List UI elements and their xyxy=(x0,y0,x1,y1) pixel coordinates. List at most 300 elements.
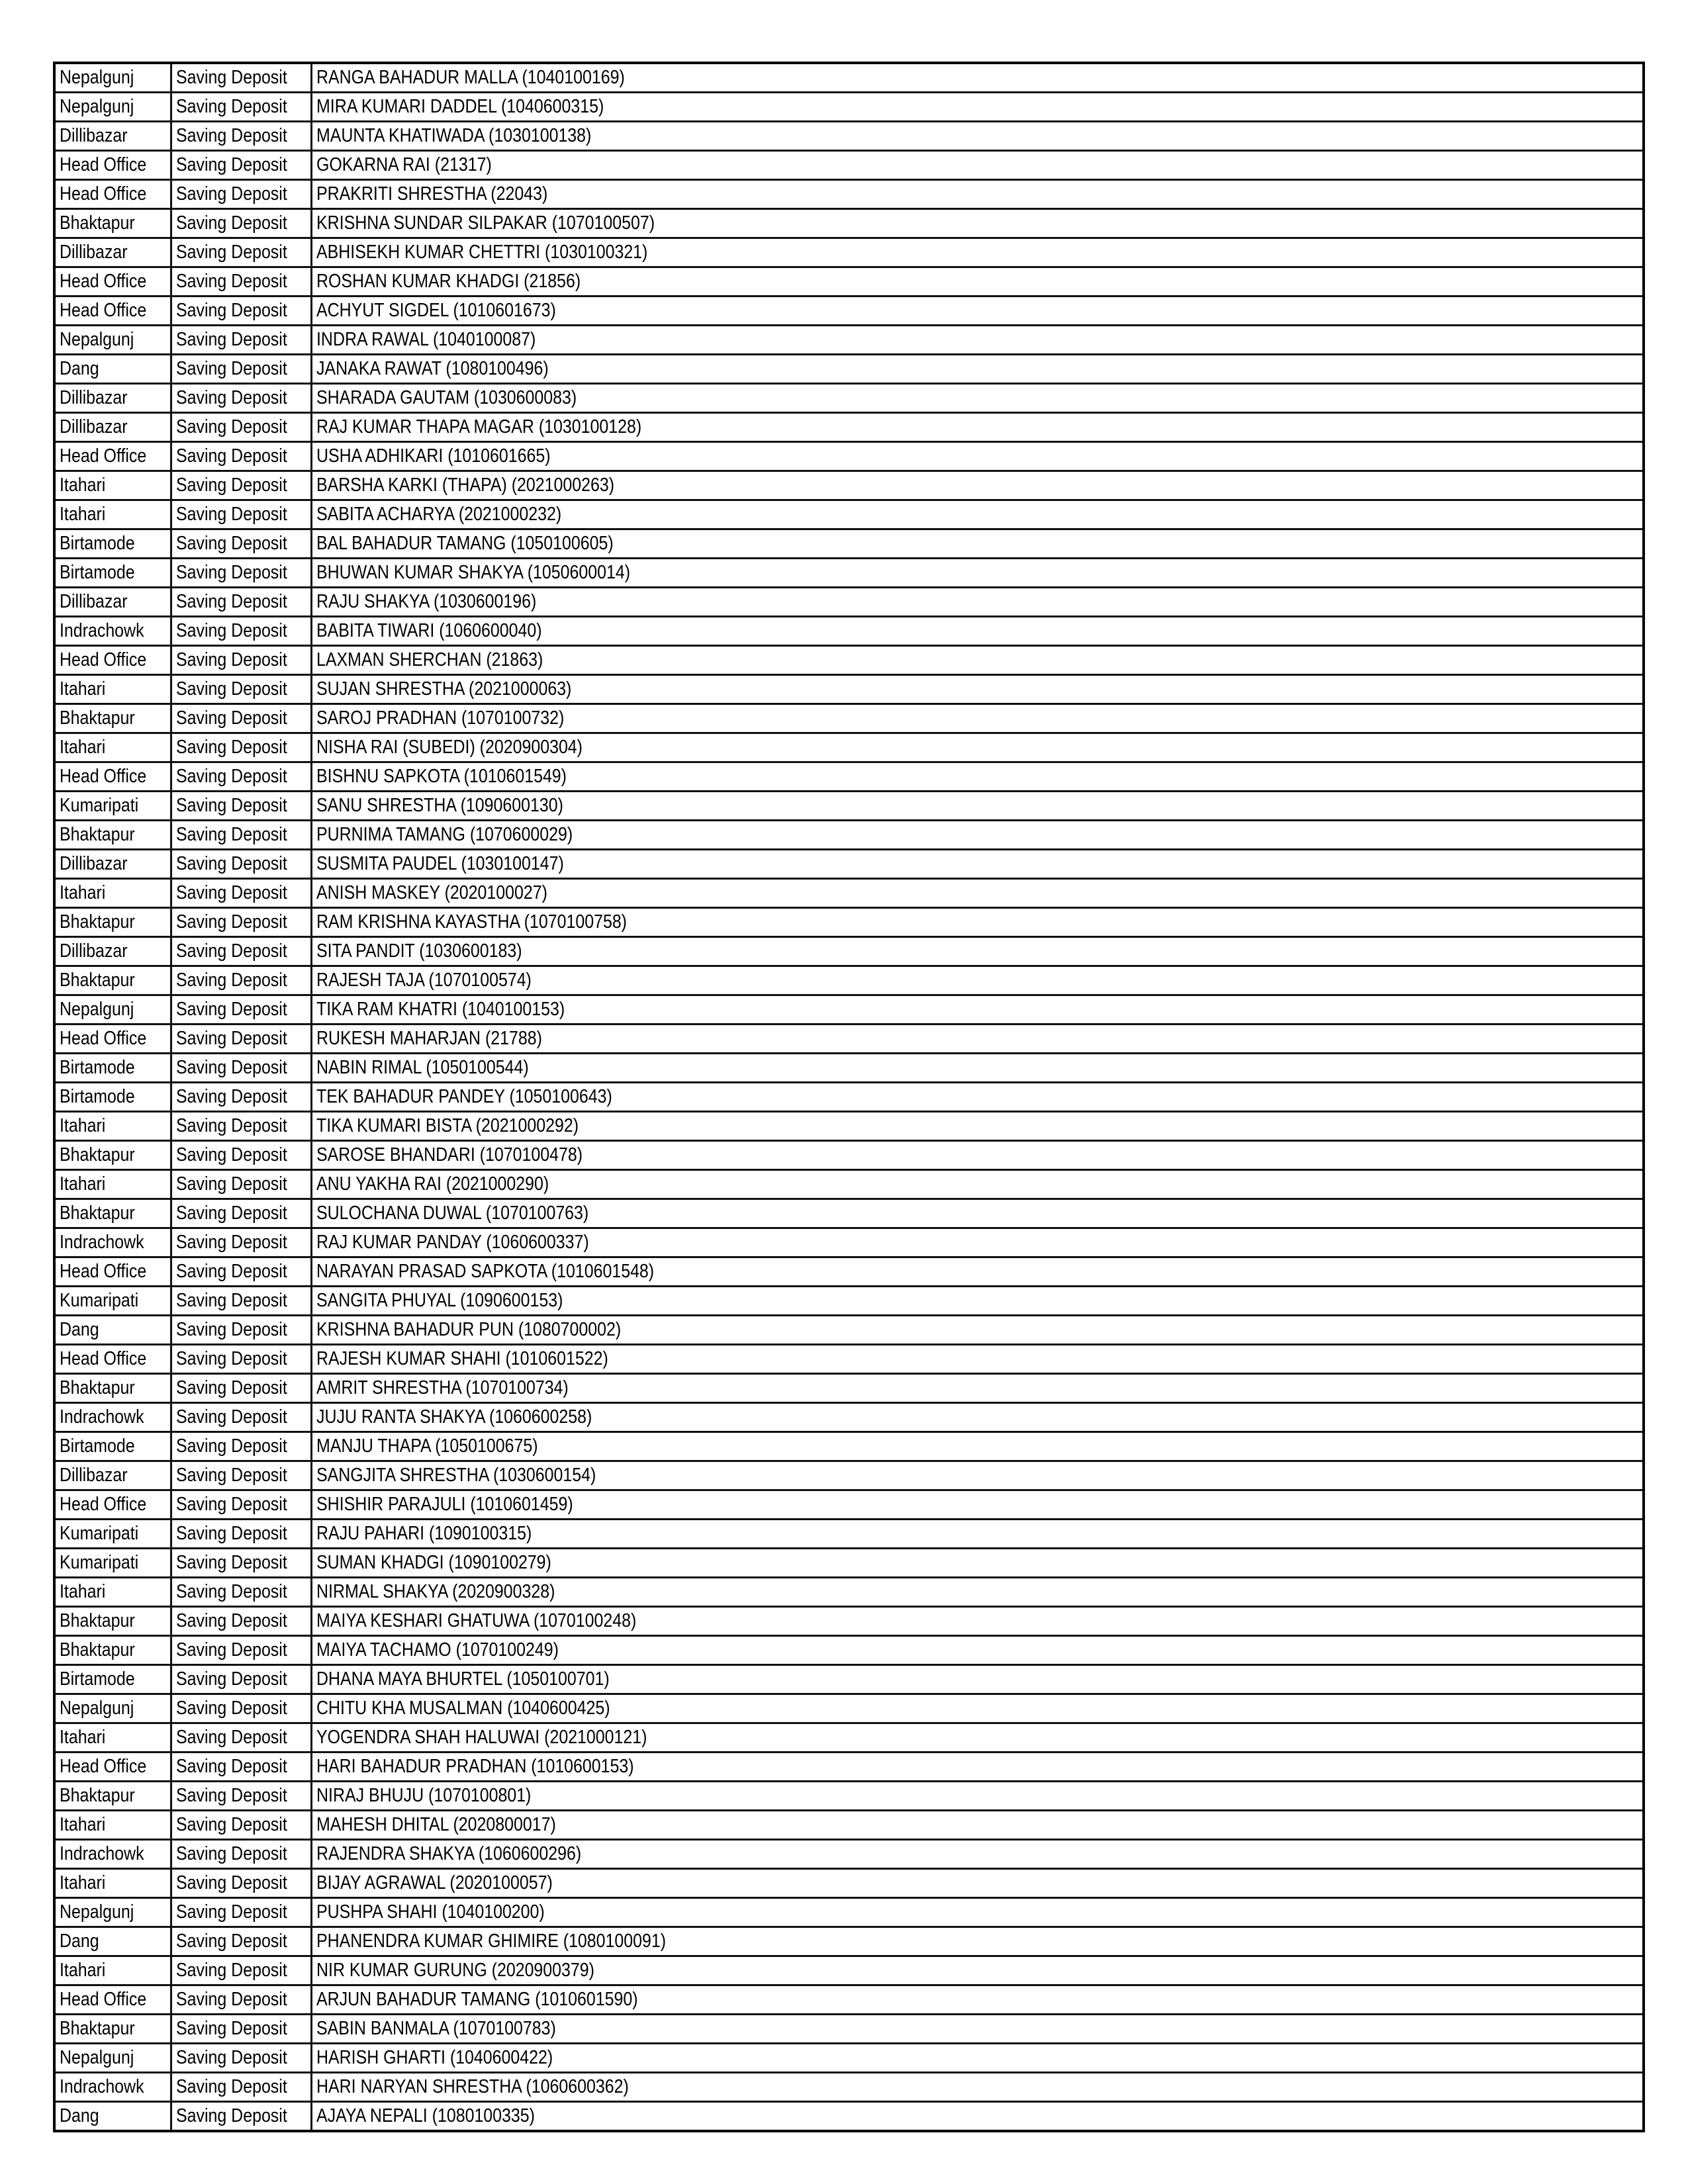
branch-cell xyxy=(54,617,171,646)
branch-text: Itahari xyxy=(60,1872,106,1893)
branch-cell xyxy=(54,879,171,908)
branch-cell xyxy=(54,646,171,675)
account-holder-text: BISHNU SAPKOTA (1010601549) xyxy=(316,766,567,787)
branch-text: Dang xyxy=(60,1319,99,1340)
branch-cell xyxy=(54,1112,171,1141)
table-row xyxy=(54,413,1644,442)
account-holder-cell xyxy=(311,821,1644,850)
table-row xyxy=(54,471,1644,500)
table-row xyxy=(54,1432,1644,1461)
branch-cell xyxy=(54,238,171,267)
table-row xyxy=(54,1665,1644,1694)
table-row xyxy=(54,1694,1644,1723)
account-holder-text: SUJAN SHRESTHA (2021000063) xyxy=(316,678,571,700)
account-type-cell xyxy=(171,1898,311,1927)
account-type-cell xyxy=(171,1199,311,1228)
account-holder-cell xyxy=(311,879,1644,908)
table-row xyxy=(54,1723,1644,1752)
account-type-text: Saving Deposit xyxy=(175,562,287,583)
account-holder-text: SAROJ PRADHAN (1070100732) xyxy=(316,707,564,729)
branch-text: Indrachowk xyxy=(60,1406,144,1428)
account-holder-cell xyxy=(311,792,1644,821)
branch-cell xyxy=(54,1549,171,1578)
branch-text: Bhaktapur xyxy=(60,1144,135,1165)
branch-cell xyxy=(54,1316,171,1345)
table-row xyxy=(54,2044,1644,2073)
account-holder-cell xyxy=(311,1345,1644,1374)
branch-cell xyxy=(54,733,171,762)
branch-text: Bhaktapur xyxy=(60,2018,135,2039)
branch-text: Head Office xyxy=(60,1261,147,1282)
account-holder-cell xyxy=(311,93,1644,122)
table-row xyxy=(54,1869,1644,1898)
branch-cell xyxy=(54,1287,171,1316)
account-type-cell xyxy=(171,1782,311,1811)
account-type-text: Saving Deposit xyxy=(175,416,287,437)
table-row xyxy=(54,1054,1644,1083)
branch-text: Indrachowk xyxy=(60,1232,144,1253)
account-type-cell xyxy=(171,2015,311,2044)
account-holder-cell xyxy=(311,1694,1644,1723)
account-type-text: Saving Deposit xyxy=(175,649,287,670)
account-holder-cell xyxy=(311,1578,1644,1607)
branch-cell xyxy=(54,180,171,209)
account-type-cell xyxy=(171,559,311,588)
branch-text: Itahari xyxy=(60,504,106,525)
account-holder-cell xyxy=(311,500,1644,529)
branch-text: Birtamode xyxy=(60,1057,135,1078)
account-holder-text: AMRIT SHRESTHA (1070100734) xyxy=(316,1377,569,1398)
account-type-cell xyxy=(171,1520,311,1549)
account-type-text: Saving Deposit xyxy=(175,766,287,787)
account-holder-cell xyxy=(311,1869,1644,1898)
account-type-cell xyxy=(171,1228,311,1257)
account-type-cell xyxy=(171,1490,311,1520)
table-row xyxy=(54,559,1644,588)
branch-text: Bhaktapur xyxy=(60,707,135,729)
branch-cell xyxy=(54,384,171,413)
account-holder-text: MAIYA KESHARI GHATUWA (1070100248) xyxy=(316,1610,636,1631)
account-type-text: Saving Deposit xyxy=(175,242,287,263)
account-type-text: Saving Deposit xyxy=(175,1348,287,1369)
account-type-cell xyxy=(171,646,311,675)
account-holder-cell xyxy=(311,209,1644,238)
account-holder-text: DHANA MAYA BHURTEL (1050100701) xyxy=(316,1668,610,1690)
account-holder-cell xyxy=(311,1461,1644,1490)
table-row xyxy=(54,122,1644,151)
account-holder-cell xyxy=(311,1141,1644,1170)
branch-text: Head Office xyxy=(60,1028,147,1049)
branch-text: Nepalgunj xyxy=(60,2047,134,2068)
account-holder-text: JUJU RANTA SHAKYA (1060600258) xyxy=(316,1406,592,1428)
account-holder-text: CHITU KHA MUSALMAN (1040600425) xyxy=(316,1698,610,1719)
account-type-cell xyxy=(171,2044,311,2073)
account-type-text: Saving Deposit xyxy=(175,1028,287,1049)
branch-cell xyxy=(54,1199,171,1228)
account-type-text: Saving Deposit xyxy=(175,96,287,117)
account-type-cell xyxy=(171,704,311,733)
account-type-cell xyxy=(171,733,311,762)
table-row xyxy=(54,1228,1644,1257)
account-type-cell xyxy=(171,500,311,529)
account-holder-text: ACHYUT SIGDEL (1010601673) xyxy=(316,300,556,321)
account-holder-cell xyxy=(311,1112,1644,1141)
table-row xyxy=(54,1811,1644,1840)
account-holder-text: SANU SHRESTHA (1090600130) xyxy=(316,795,563,816)
account-type-cell xyxy=(171,2102,311,2132)
account-type-text: Saving Deposit xyxy=(175,1785,287,1806)
branch-cell xyxy=(54,1665,171,1694)
account-type-cell xyxy=(171,413,311,442)
account-type-cell xyxy=(171,1461,311,1490)
table-row xyxy=(54,267,1644,296)
account-holder-text: KRISHNA SUNDAR SILPAKAR (1070100507) xyxy=(316,212,655,234)
account-holder-cell xyxy=(311,1752,1644,1782)
table-row xyxy=(54,180,1644,209)
branch-text: Bhaktapur xyxy=(60,1377,135,1398)
account-type-cell xyxy=(171,1665,311,1694)
account-type-cell xyxy=(171,471,311,500)
account-holder-cell xyxy=(311,1287,1644,1316)
account-type-cell xyxy=(171,238,311,267)
account-holder-cell xyxy=(311,180,1644,209)
table-row xyxy=(54,93,1644,122)
account-holder-text: NARAYAN PRASAD SAPKOTA (1010601548) xyxy=(316,1261,654,1282)
account-holder-cell xyxy=(311,1403,1644,1432)
account-type-text: Saving Deposit xyxy=(175,1756,287,1777)
account-holder-text: GOKARNA RAI (21317) xyxy=(316,154,492,175)
account-holder-cell xyxy=(311,355,1644,384)
branch-cell xyxy=(54,704,171,733)
account-type-text: Saving Deposit xyxy=(175,940,287,962)
account-type-text: Saving Deposit xyxy=(175,1523,287,1544)
account-holder-text: SULOCHANA DUWAL (1070100763) xyxy=(316,1203,588,1224)
table-row xyxy=(54,442,1644,471)
branch-text: Nepalgunj xyxy=(60,329,134,350)
branch-text: Head Office xyxy=(60,300,147,321)
account-type-cell xyxy=(171,792,311,821)
branch-text: Head Office xyxy=(60,154,147,175)
account-type-text: Saving Deposit xyxy=(175,1668,287,1690)
account-type-text: Saving Deposit xyxy=(175,620,287,641)
account-type-cell xyxy=(171,1316,311,1345)
branch-cell xyxy=(54,1054,171,1083)
branch-cell xyxy=(54,1228,171,1257)
table-row xyxy=(54,1840,1644,1869)
account-holder-cell xyxy=(311,267,1644,296)
branch-cell xyxy=(54,675,171,704)
account-type-cell xyxy=(171,1927,311,1956)
branch-cell xyxy=(54,471,171,500)
account-holder-cell xyxy=(311,1199,1644,1228)
branch-text: Birtamode xyxy=(60,1086,135,1107)
account-type-cell xyxy=(171,995,311,1024)
branch-text: Nepalgunj xyxy=(60,96,134,117)
branch-cell xyxy=(54,355,171,384)
account-holder-cell xyxy=(311,559,1644,588)
branch-text: Nepalgunj xyxy=(60,999,134,1020)
branch-cell xyxy=(54,995,171,1024)
table-row xyxy=(54,792,1644,821)
account-holder-text: BAL BAHADUR TAMANG (1050100605) xyxy=(316,533,614,554)
account-type-cell xyxy=(171,1869,311,1898)
account-holder-text: ARJUN BAHADUR TAMANG (1010601590) xyxy=(316,1989,638,2010)
branch-cell xyxy=(54,1752,171,1782)
account-holder-text: BABITA TIWARI (1060600040) xyxy=(316,620,542,641)
branch-text: Nepalgunj xyxy=(60,1901,134,1923)
account-type-text: Saving Deposit xyxy=(175,2076,287,2097)
account-holder-cell xyxy=(311,122,1644,151)
account-holder-text: SUMAN KHADGI (1090100279) xyxy=(316,1552,551,1573)
branch-cell xyxy=(54,1694,171,1723)
branch-cell xyxy=(54,93,171,122)
account-holder-cell xyxy=(311,1490,1644,1520)
account-holder-cell xyxy=(311,1083,1644,1112)
table-row xyxy=(54,1316,1644,1345)
branch-cell xyxy=(54,1898,171,1927)
account-type-text: Saving Deposit xyxy=(175,882,287,903)
account-type-cell xyxy=(171,1374,311,1403)
table-row xyxy=(54,1752,1644,1782)
account-type-cell xyxy=(171,588,311,617)
account-type-cell xyxy=(171,1141,311,1170)
account-type-text: Saving Deposit xyxy=(175,1960,287,1981)
account-type-text: Saving Deposit xyxy=(175,2105,287,2126)
account-type-cell xyxy=(171,267,311,296)
branch-cell xyxy=(54,122,171,151)
account-holder-text: NISHA RAI (SUBEDI) (2020900304) xyxy=(316,737,583,758)
table-row xyxy=(54,209,1644,238)
account-holder-text: HARISH GHARTI (1040600422) xyxy=(316,2047,553,2068)
branch-text: Head Office xyxy=(60,1756,147,1777)
table-row xyxy=(54,879,1644,908)
table-row xyxy=(54,63,1644,93)
account-holder-cell xyxy=(311,296,1644,326)
account-holder-text: BIJAY AGRAWAL (2020100057) xyxy=(316,1872,553,1893)
account-type-text: Saving Deposit xyxy=(175,504,287,525)
account-type-text: Saving Deposit xyxy=(175,1144,287,1165)
branch-text: Itahari xyxy=(60,737,106,758)
table-row xyxy=(54,1112,1644,1141)
account-type-cell xyxy=(171,2073,311,2102)
account-type-cell xyxy=(171,762,311,792)
account-holder-cell xyxy=(311,384,1644,413)
account-holder-cell xyxy=(311,1636,1644,1665)
branch-text: Birtamode xyxy=(60,1435,135,1457)
branch-text: Indrachowk xyxy=(60,1843,144,1864)
account-type-cell xyxy=(171,1170,311,1199)
branch-cell xyxy=(54,442,171,471)
branch-text: Head Office xyxy=(60,183,147,205)
branch-text: Head Office xyxy=(60,1989,147,2010)
account-holder-cell xyxy=(311,646,1644,675)
branch-text: Kumaripati xyxy=(60,1523,139,1544)
branch-cell xyxy=(54,1723,171,1752)
branch-cell xyxy=(54,1083,171,1112)
table-row xyxy=(54,1636,1644,1665)
account-type-cell xyxy=(171,326,311,355)
table-row xyxy=(54,326,1644,355)
account-holder-text: RAJESH KUMAR SHAHI (1010601522) xyxy=(316,1348,608,1369)
account-holder-text: RAJU PAHARI (1090100315) xyxy=(316,1523,532,1544)
branch-cell xyxy=(54,762,171,792)
account-type-cell xyxy=(171,1694,311,1723)
account-holder-cell xyxy=(311,908,1644,937)
account-type-cell xyxy=(171,63,311,93)
account-type-text: Saving Deposit xyxy=(175,1232,287,1253)
branch-cell xyxy=(54,850,171,879)
table-row xyxy=(54,1927,1644,1956)
account-holder-text: RANGA BAHADUR MALLA (1040100169) xyxy=(316,67,625,88)
table-row xyxy=(54,966,1644,995)
account-holder-cell xyxy=(311,1228,1644,1257)
branch-text: Head Office xyxy=(60,649,147,670)
account-type-text: Saving Deposit xyxy=(175,2018,287,2039)
table-row xyxy=(54,937,1644,966)
account-type-text: Saving Deposit xyxy=(175,1057,287,1078)
branch-cell xyxy=(54,559,171,588)
table-row xyxy=(54,151,1644,180)
account-type-text: Saving Deposit xyxy=(175,1435,287,1457)
account-type-text: Saving Deposit xyxy=(175,737,287,758)
account-holder-text: AJAYA NEPALI (1080100335) xyxy=(316,2105,535,2126)
branch-cell xyxy=(54,821,171,850)
account-type-cell xyxy=(171,879,311,908)
account-holder-text: PRAKRITI SHRESTHA (22043) xyxy=(316,183,547,205)
account-holder-text: TIKA KUMARI BISTA (2021000292) xyxy=(316,1115,579,1136)
branch-cell xyxy=(54,588,171,617)
account-holder-cell xyxy=(311,238,1644,267)
account-type-text: Saving Deposit xyxy=(175,125,287,146)
account-type-text: Saving Deposit xyxy=(175,1494,287,1515)
account-holder-text: RAJENDRA SHAKYA (1060600296) xyxy=(316,1843,581,1864)
account-holder-text: NABIN RIMAL (1050100544) xyxy=(316,1057,529,1078)
account-type-cell xyxy=(171,850,311,879)
branch-cell xyxy=(54,2073,171,2102)
account-holder-text: BHUWAN KUMAR SHAKYA (1050600014) xyxy=(316,562,630,583)
table-row xyxy=(54,675,1644,704)
branch-cell xyxy=(54,1141,171,1170)
account-holder-text: HARI NARYAN SHRESTHA (1060600362) xyxy=(316,2076,629,2097)
branch-text: Head Office xyxy=(60,766,147,787)
table-row xyxy=(54,1141,1644,1170)
account-holder-text: USHA ADHIKARI (1010601665) xyxy=(316,445,551,467)
table-row xyxy=(54,850,1644,879)
branch-cell xyxy=(54,1869,171,1898)
table-row xyxy=(54,733,1644,762)
account-type-text: Saving Deposit xyxy=(175,475,287,496)
account-holder-text: SAROSE BHANDARI (1070100478) xyxy=(316,1144,583,1165)
branch-cell xyxy=(54,1520,171,1549)
branch-text: Nepalgunj xyxy=(60,1698,134,1719)
account-type-text: Saving Deposit xyxy=(175,911,287,933)
account-holder-text: INDRA RAWAL (1040100087) xyxy=(316,329,536,350)
branch-cell xyxy=(54,209,171,238)
account-type-text: Saving Deposit xyxy=(175,1931,287,1952)
account-type-cell xyxy=(171,966,311,995)
account-holder-cell xyxy=(311,2073,1644,2102)
account-type-cell xyxy=(171,1257,311,1287)
table-body xyxy=(54,63,1644,2131)
account-type-text: Saving Deposit xyxy=(175,2047,287,2068)
account-type-cell xyxy=(171,937,311,966)
account-type-text: Saving Deposit xyxy=(175,1552,287,1573)
branch-text: Dang xyxy=(60,2105,99,2126)
account-type-cell xyxy=(171,1549,311,1578)
account-holder-cell xyxy=(311,1811,1644,1840)
account-type-text: Saving Deposit xyxy=(175,533,287,554)
account-type-text: Saving Deposit xyxy=(175,1261,287,1282)
account-type-text: Saving Deposit xyxy=(175,387,287,408)
account-type-text: Saving Deposit xyxy=(175,1406,287,1428)
branch-text: Indrachowk xyxy=(60,2076,144,2097)
branch-text: Itahari xyxy=(60,475,106,496)
account-type-cell xyxy=(171,1112,311,1141)
table-row xyxy=(54,500,1644,529)
branch-text: Dillibazar xyxy=(60,853,128,874)
account-holder-text: RAJ KUMAR THAPA MAGAR (1030100128) xyxy=(316,416,641,437)
branch-cell xyxy=(54,792,171,821)
account-holder-text: NIRMAL SHAKYA (2020900328) xyxy=(316,1581,555,1602)
branch-text: Head Office xyxy=(60,1348,147,1369)
account-type-text: Saving Deposit xyxy=(175,1989,287,2010)
branch-text: Bhaktapur xyxy=(60,1639,135,1661)
branch-cell xyxy=(54,1257,171,1287)
table-row xyxy=(54,2015,1644,2044)
account-holder-text: SITA PANDIT (1030600183) xyxy=(316,940,522,962)
account-type-text: Saving Deposit xyxy=(175,183,287,205)
table-row xyxy=(54,1490,1644,1520)
account-holder-text: RAJ KUMAR PANDAY (1060600337) xyxy=(316,1232,589,1253)
account-holder-cell xyxy=(311,1985,1644,2015)
branch-text: Bhaktapur xyxy=(60,212,135,234)
branch-cell xyxy=(54,2102,171,2132)
account-holder-text: YOGENDRA SHAH HALUWAI (2021000121) xyxy=(316,1727,647,1748)
account-holder-cell xyxy=(311,2015,1644,2044)
table-row xyxy=(54,238,1644,267)
table-row xyxy=(54,1607,1644,1636)
account-holder-cell xyxy=(311,442,1644,471)
table-row xyxy=(54,1985,1644,2015)
account-holder-text: JANAKA RAWAT (1080100496) xyxy=(316,358,549,379)
branch-cell xyxy=(54,296,171,326)
account-holder-cell xyxy=(311,1054,1644,1083)
account-holder-text: MAIYA TACHAMO (1070100249) xyxy=(316,1639,559,1661)
branch-text: Itahari xyxy=(60,1581,106,1602)
account-holder-text: SHARADA GAUTAM (1030600083) xyxy=(316,387,577,408)
account-holder-cell xyxy=(311,1432,1644,1461)
account-holder-cell xyxy=(311,1316,1644,1345)
branch-cell xyxy=(54,1607,171,1636)
branch-text: Kumaripati xyxy=(60,795,139,816)
branch-text: Dillibazar xyxy=(60,940,128,962)
account-type-text: Saving Deposit xyxy=(175,824,287,845)
account-holder-text: MAHESH DHITAL (2020800017) xyxy=(316,1814,556,1835)
table-row xyxy=(54,1257,1644,1287)
account-holder-text: PUSHPA SHAHI (1040100200) xyxy=(316,1901,545,1923)
account-type-cell xyxy=(171,1752,311,1782)
account-holder-text: PURNIMA TAMANG (1070600029) xyxy=(316,824,573,845)
account-holder-cell xyxy=(311,1024,1644,1054)
table-row xyxy=(54,1520,1644,1549)
account-holder-text: KRISHNA BAHADUR PUN (1080700002) xyxy=(316,1319,621,1340)
account-type-cell xyxy=(171,355,311,384)
branch-cell xyxy=(54,151,171,180)
account-holder-cell xyxy=(311,762,1644,792)
branch-cell xyxy=(54,1927,171,1956)
branch-text: Indrachowk xyxy=(60,620,144,641)
branch-cell xyxy=(54,1578,171,1607)
